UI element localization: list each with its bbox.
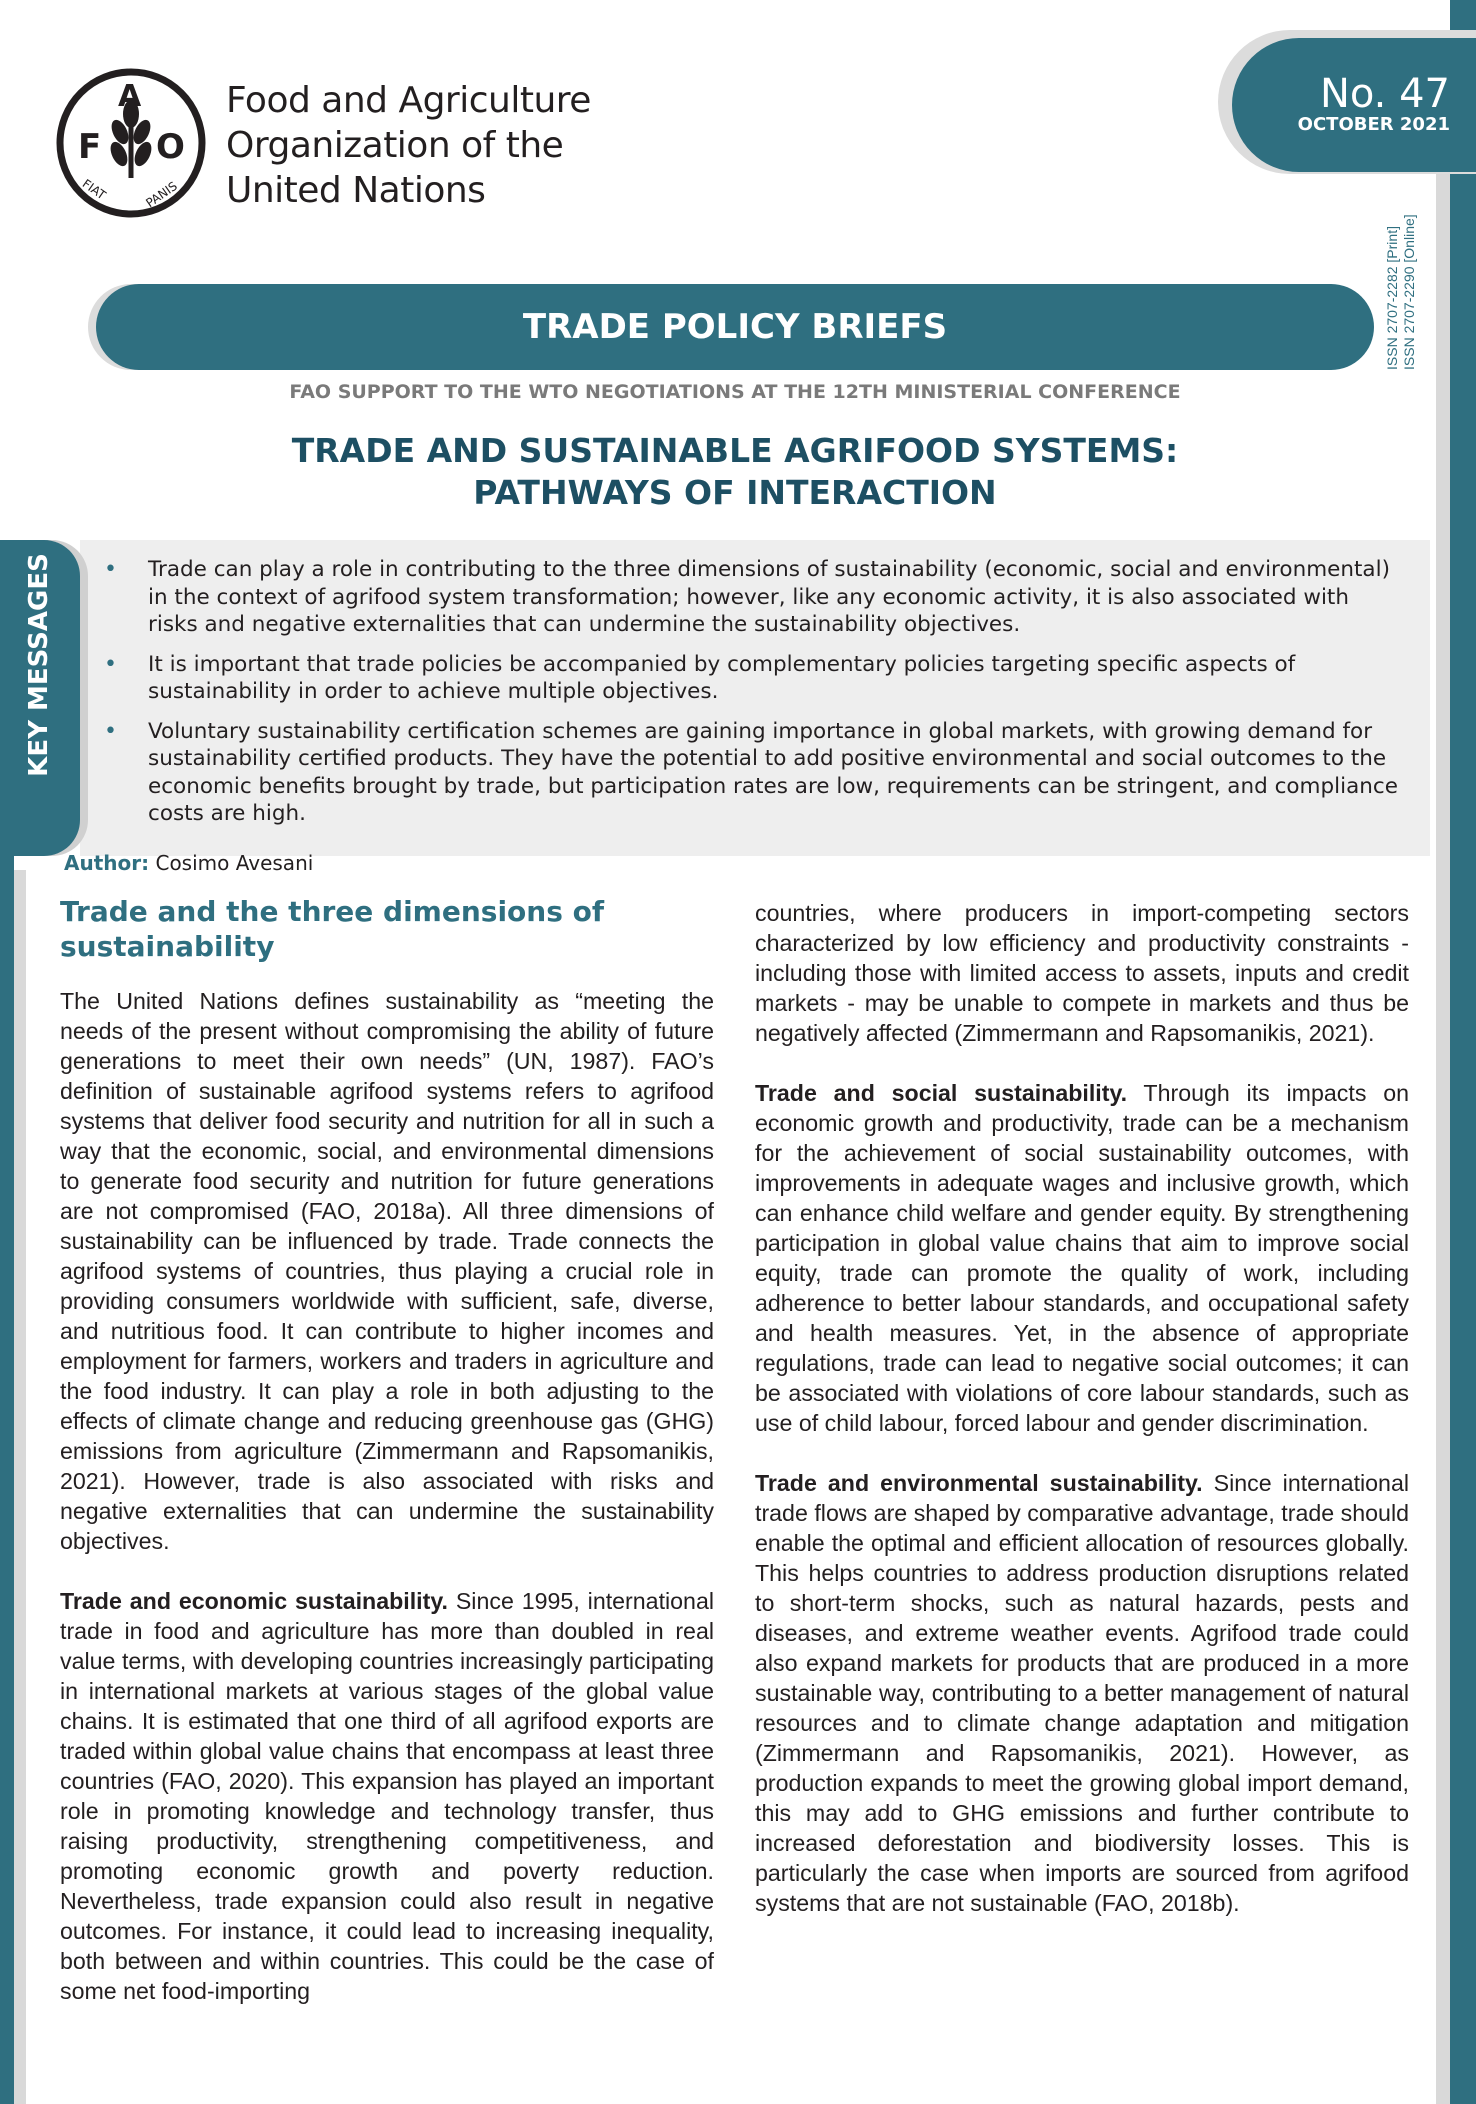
- series-banner: [96, 284, 1374, 370]
- logo-letter-a: A: [118, 79, 142, 114]
- org-name-line: United Nations: [226, 170, 486, 211]
- issue-number: No. 47: [1319, 71, 1450, 117]
- key-messages-list: [100, 556, 1400, 840]
- page-title-line: TRADE AND SUSTAINABLE AGRIFOOD SYSTEMS:: [291, 431, 1179, 470]
- right-edge-shadow: [1436, 170, 1450, 2104]
- body-paragraph: countries, where producers in import-competing sectors characterized by low efficiency and productivity constraints - including those with limited access to assets, inputs and credit markets - may be unable to compete in markets and thus be negatively affected (Zimmermann and Rapsomanikis, 2021).: [755, 900, 1409, 1046]
- body-paragraph: [755, 1078, 1409, 1438]
- author-line: [64, 850, 313, 876]
- logo-motto-left: FIAT: [79, 176, 109, 203]
- author-name: Cosimo Avesani: [149, 851, 314, 875]
- left-edge-shadow: [14, 870, 26, 2104]
- logo-motto-right: PANIS: [143, 178, 180, 211]
- right-edge-bar: [1450, 0, 1476, 2104]
- body-paragraph: [60, 1586, 714, 2006]
- bullet-icon: •: [104, 557, 117, 582]
- key-message-text: Voluntary sustainability certification schemes are gaining importance in global markets, with growing demand for sustainability certified products. They have the potential to add positive environmental and social outcomes to the economic benefits brought by trade, but participation rates are low, requirements can be stringent, and compliance costs are high.: [148, 718, 1398, 826]
- right-column: [755, 898, 1409, 1948]
- bullet-icon: •: [104, 718, 117, 744]
- paragraph-body: Since international trade flows are shaped by comparative advantage, trade should enable the optimal and efficient allocation of resources globally. This helps countries to address production disruptions related to short-term shocks, such as natural hazards, pests and diseases, and extreme weather events. Agrifood trade could also expand markets for products that are produced in a more sustainable way, contributing to a better management of natural resources and to climate change adaptation and mitigation (Zimmermann and Rapsomanikis, 2021). However, as production expands to meet the growing global import demand, this may add to GHG emissions and further contribute to increased deforestation and biodiversity losses. This is particularly the case when imports are sourced from agrifood systems that are not sustainable (FAO, 2018b).: [755, 1470, 1409, 1916]
- author-label: Author:: [64, 851, 150, 875]
- issn-online: ISSN 2707-2290 [Online]: [1401, 214, 1417, 370]
- logo-letter-f: F: [78, 127, 102, 167]
- paragraph-lead: Trade and environmental sustainability.: [755, 1470, 1203, 1496]
- key-messages-label: KEY MESSAGES: [24, 553, 54, 777]
- key-message-item: [100, 718, 1400, 828]
- key-message-text: It is important that trade policies be accompanied by complementary policies targeting specific aspects of sustainability in order to achieve multiple objectives.: [148, 651, 1296, 704]
- key-message-item: [100, 651, 1400, 706]
- fao-logo: [56, 68, 206, 218]
- org-name-line: Food and Agriculture: [226, 80, 591, 121]
- issn-print: ISSN 2707-2282 [Print]: [1384, 226, 1400, 370]
- paragraph-body: Since 1995, international trade in food and agriculture has more than doubled in real value terms, with developing countries increasingly participating in international markets at various stages of the global value chains. It is estimated that one third of all agrifood exports are traded within global value chains that encompass at least three countries (FAO, 2020). This expansion has played an important role in promoting knowledge and technology transfer, thus raising productivity, strengthening competitiveness, and promoting economic growth and poverty reduction. Nevertheless, trade expansion could also result in negative outcomes. For instance, it could lead to increasing inequality, both between and within countries. This could be the case of some net food-importing: [60, 1588, 714, 2004]
- bullet-icon: •: [104, 651, 117, 677]
- paragraph-body: Through its impacts on economic growth and productivity, trade can be a mechanism for the achievement of social sustainability outcomes, with improvements in adequate wages and inclusive growth, which can enhance child welfare and gender equity. By strengthening participation in global value chains that aim to improve social equity, trade can promote the quality of work, including adherence to better labour standards, and occupational safety and health measures. Yet, in the absence of appropriate regulations, trade can lead to negative social outcomes; it can be associated with violations of core labour standards, such as use of child labour, forced labour and gender discrimination.: [755, 1080, 1409, 1436]
- org-name: [226, 78, 646, 213]
- section-heading: Trade and the three dimensions of sustainability: [60, 895, 605, 963]
- key-message-item: [100, 556, 1400, 639]
- left-column: [60, 894, 714, 2036]
- org-name-line: Organization of the: [226, 125, 564, 166]
- key-message-text: Trade can play a role in contributing to the three dimensions of sustainability (economic, social and environmental) in the context of agrifood system transformation; however, like any economic activity, it is also associated with risks and negative externalities that can undermine the sustainability objectives.: [148, 557, 1390, 637]
- issn-block: [1384, 170, 1424, 370]
- paragraph-lead: Trade and social sustainability.: [755, 1080, 1128, 1106]
- paragraph-lead: Trade and economic sustainability.: [60, 1588, 448, 1614]
- body-paragraph: The United Nations defines sustainability as “meeting the needs of the present without compromising the ability of future generations to meet their own needs” (UN, 1987). FAO’s definition of sustainable agrifood systems refers to agrifood systems that deliver food security and nutrition for all in such a way that the economic, social, and environmental dimensions to generate food security and nutrition for future generations are not compromised (FAO, 2018a). All three dimensions of sustainability can be influenced by trade. Trade connects the agrifood systems of countries, thus playing a crucial role in providing consumers worldwide with sufficient, safe, diverse, and nutritious food. It can contribute to higher incomes and employment for farmers, workers and traders in agriculture and the food industry. It can play a role in both adjusting to the effects of climate change and reducing greenhouse gas (GHG) emissions from agriculture (Zimmermann and Rapsomanikis, 2021). However, trade is also associated with risks and negative externalities that can undermine the sustainability objectives.: [60, 988, 714, 1554]
- series-title: TRADE POLICY BRIEFS: [522, 307, 948, 347]
- page-title-line: PATHWAYS OF INTERACTION: [473, 473, 997, 512]
- page-subtitle: FAO SUPPORT TO THE WTO NEGOTIATIONS AT THE 12TH MINISTERIAL CONFERENCE: [289, 381, 1181, 403]
- body-paragraph: [755, 1468, 1409, 1918]
- issue-date: OCTOBER 2021: [1297, 114, 1450, 135]
- page-title: [96, 430, 1374, 514]
- logo-letter-o: O: [156, 127, 185, 167]
